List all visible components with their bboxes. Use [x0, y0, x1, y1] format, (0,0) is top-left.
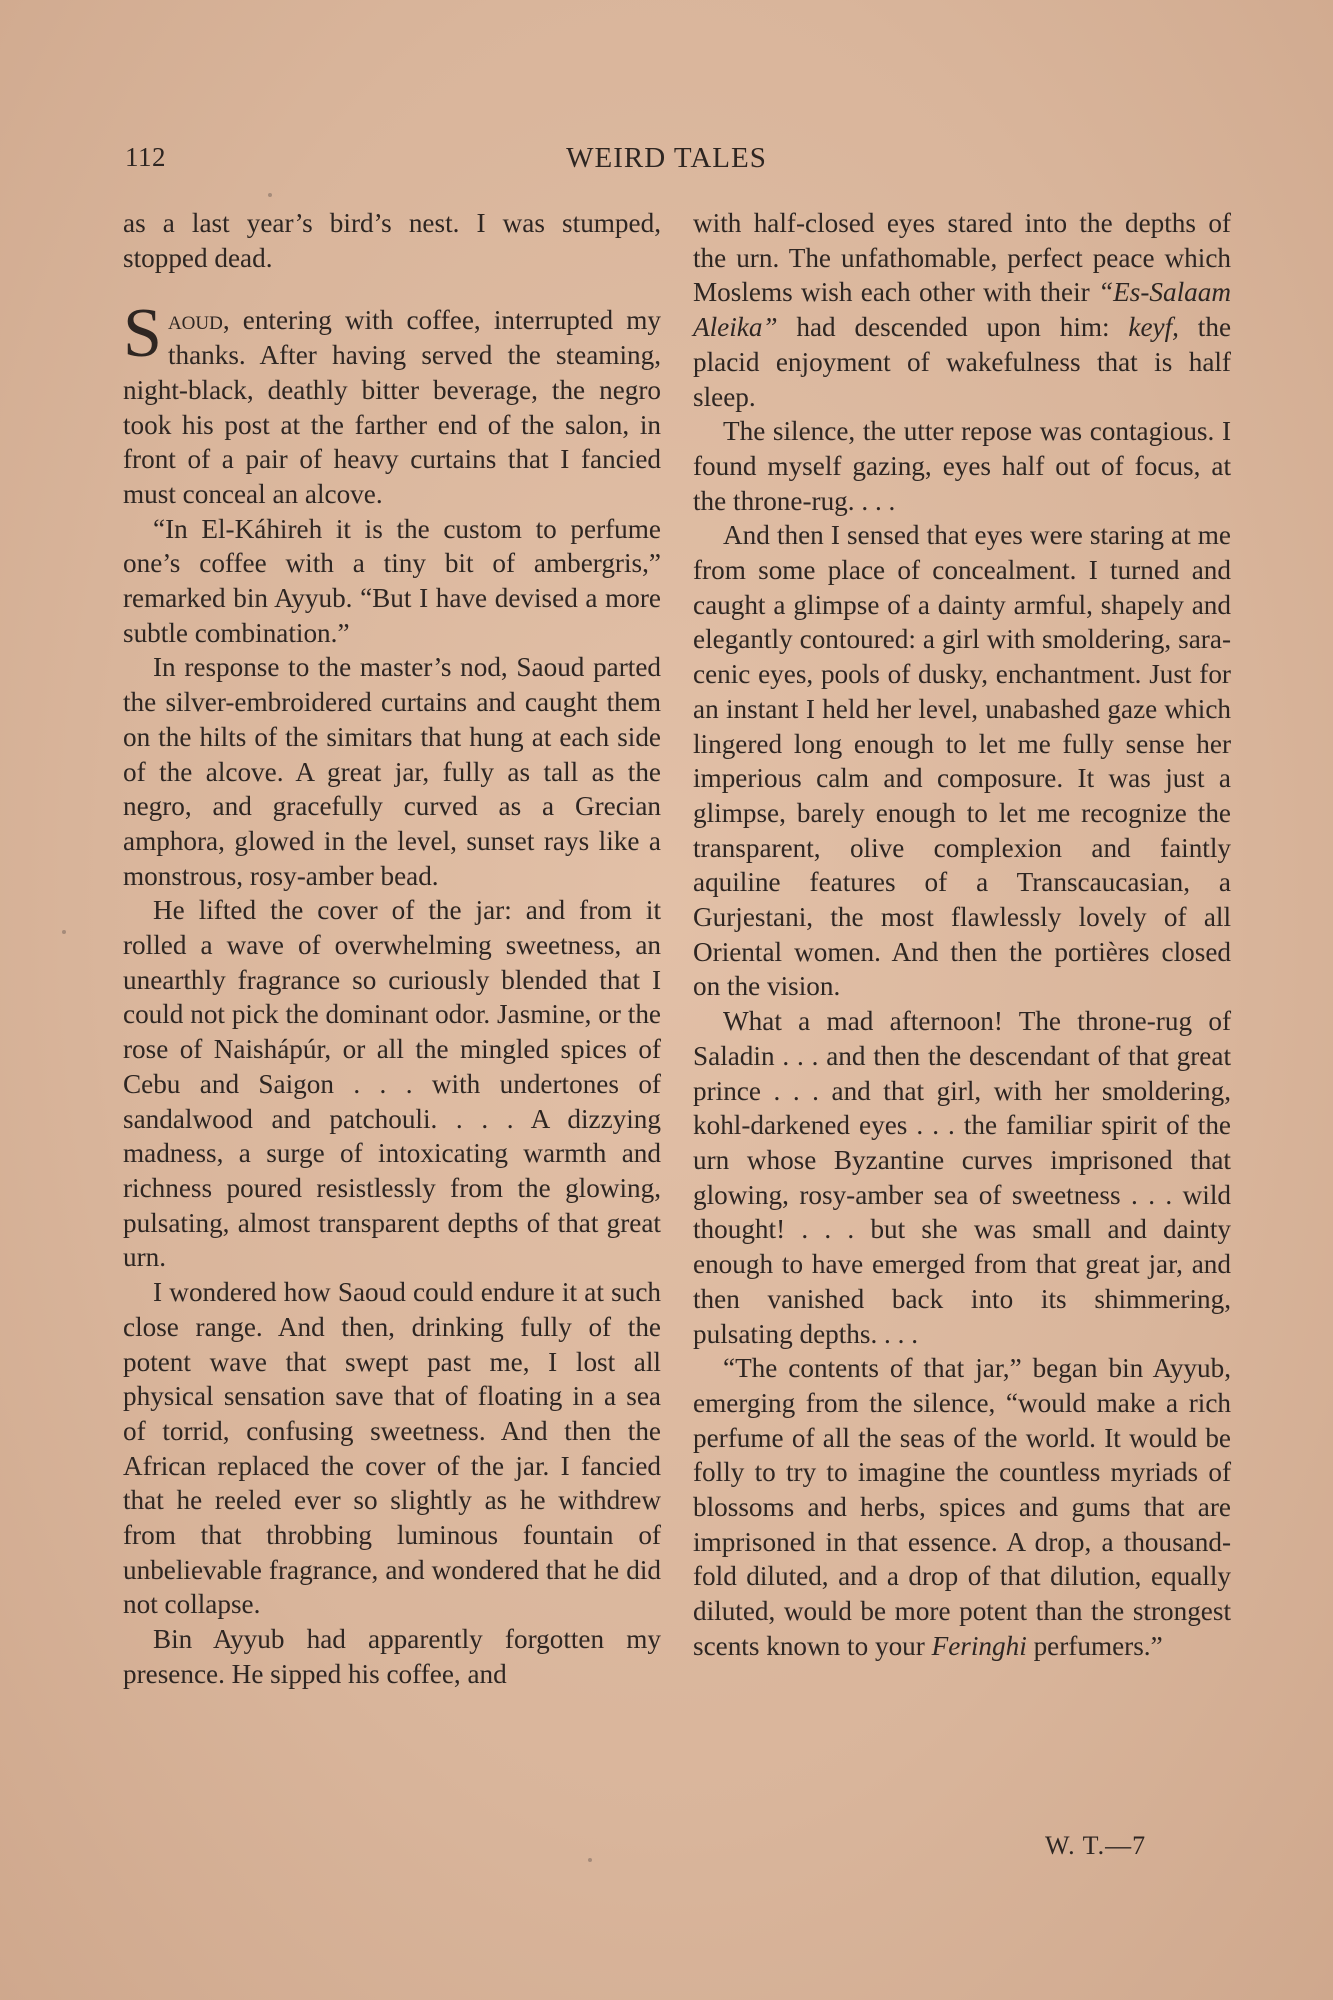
paragraph: He lifted the cover of the jar: and from it rolled a wave of overwhelming sweetness, an unearthly fragrance so curiously blended that I could not pick the dominant odor. Jasmine, or the rose of Naishápúr, or all the mingled spices of Cebu and Saigon . . . with undertones of sandalwood and patchouli. . . . A dizzying madness, a surge of intoxicating warmth and richness poured resistlessly from the glowing, pulsating, almost transparent depths of that great urn.: [123, 895, 661, 1273]
paragraph-text: the placid enjoyment of wakefulness that is half sleep.: [693, 312, 1232, 412]
paragraph: [693, 1351, 1231, 1663]
paragraph: I wondered how Saoud could endure it at such close range. And then, drinking fully of the potent wave that swept past me, I lost all physical sensation save that of floating in a sea of torrid, confusing sweetness. And then the African replaced the cover of the jar. I fancied that he reeled ever so slightly as he withdrew from that throbbing luminous fountain of unbelievable fragrance, and wondered that he did not collapse.: [123, 1277, 661, 1620]
small-caps-text: aoud,: [167, 305, 230, 336]
paragraph: as a last year’s bird’s nest. I was stumped, stopped dead.: [123, 208, 661, 273]
paragraph-text: had descended upon him:: [777, 312, 1129, 343]
page-number: 112: [125, 142, 166, 172]
drop-cap: S: [123, 295, 162, 373]
paragraph-text: entering with coffee, interrupted my thanks. After having served the steaming, night-black, deathly bitter beverage, the negro took his post at the farther end of the salon, in front of a pair of heavy curtains that I fancied must conceal an alcove.: [123, 305, 661, 509]
italic-word: keyf,: [1128, 312, 1179, 343]
paper-speck: [268, 193, 272, 197]
paragraph: In response to the master’s nod, Saoud parted the silver-embroidered curtains and caught them on the hilts of the simitars that hung at each side of the alcove. A great jar, fully as tall as the negro, and gracefully curved as a Grecian amphora, glowed in the level, sunset rays like a monstrous, rosy-amber bead.: [123, 652, 661, 891]
paragraph-text: with half-closed eyes stared into the depths of the urn. The unfathomable, perfect peace which Moslems wish each other with their: [693, 208, 1231, 308]
paragraph-dropcap: [123, 295, 661, 511]
paragraph: Bin Ayyub had apparently forgotten my presence. He sipped his coffee, and: [123, 1624, 661, 1689]
paragraph: [693, 206, 1231, 414]
right-column: [693, 206, 1231, 1664]
paragraph: “In El-Káhireh it is the custom to perfume one’s coffee with a tiny bit of ambergris,” remarked bin Ayyub. “But I have devised a more subtle combination.”: [123, 513, 661, 648]
left-column: [123, 206, 661, 1692]
running-title: WEIRD TALES: [566, 142, 767, 174]
paper-speck: [588, 1858, 592, 1862]
italic-phrase: “Es-Salaam Aleika”: [693, 277, 1231, 343]
paragraph-text: perfumers.”: [1026, 1630, 1163, 1661]
paragraph-text: “The contents of that jar,” began bin Ayyub, emerging from the silence, “would make a rich perfume of all the seas of the world. It would be folly to try to imagine the countless myriads of blossoms and herbs, spices and gums that are imprisoned in that essence. A drop, a thousand-fold diluted, and a drop of that dilution, equally diluted, would be more potent than the strongest scents known to your: [693, 1353, 1231, 1661]
page-header: [0, 142, 1333, 182]
paragraph: What a mad afternoon! The throne-rug of Saladin . . . and then the descendant of that great prince . . . and that girl, with her smoldering, kohl-darkened eyes . . . the familiar spirit of the urn whose Byzantine curves imprisoned that glowing, rosy-amber sea of sweetness . . . wild thought! . . . but she was small and dainty enough to have emerged from that great jar, and then vanished back into its shimmering, pulsating depths. . . .: [693, 1006, 1231, 1349]
signature-mark: W. T.—7: [1045, 1831, 1147, 1860]
italic-word: Feringhi: [931, 1630, 1027, 1661]
paper-speck: [62, 930, 66, 934]
paragraph: And then I sensed that eyes were staring at me from some place of concealment. I turned and caught a glimpse of a dainty armful, shapely and elegantly contoured: a girl with smoldering, saracenic eyes, pools of dusky, enchantment. Just for an instant I held her level, unabashed gaze which lingered long enough to let me fully sense her imperious calm and composure. It was just a glimpse, barely enough to let me recognize the transparent, olive complexion and faintly aquiline features of a Transcaucasian, a Gurjestani, the most flawlessly lovely of all Oriental women. And then the portières closed on the vision.: [693, 520, 1231, 1002]
paragraph: The silence, the utter repose was contagious. I found myself gazing, eyes half out of focus, at the throne-rug. . . .: [693, 416, 1231, 516]
